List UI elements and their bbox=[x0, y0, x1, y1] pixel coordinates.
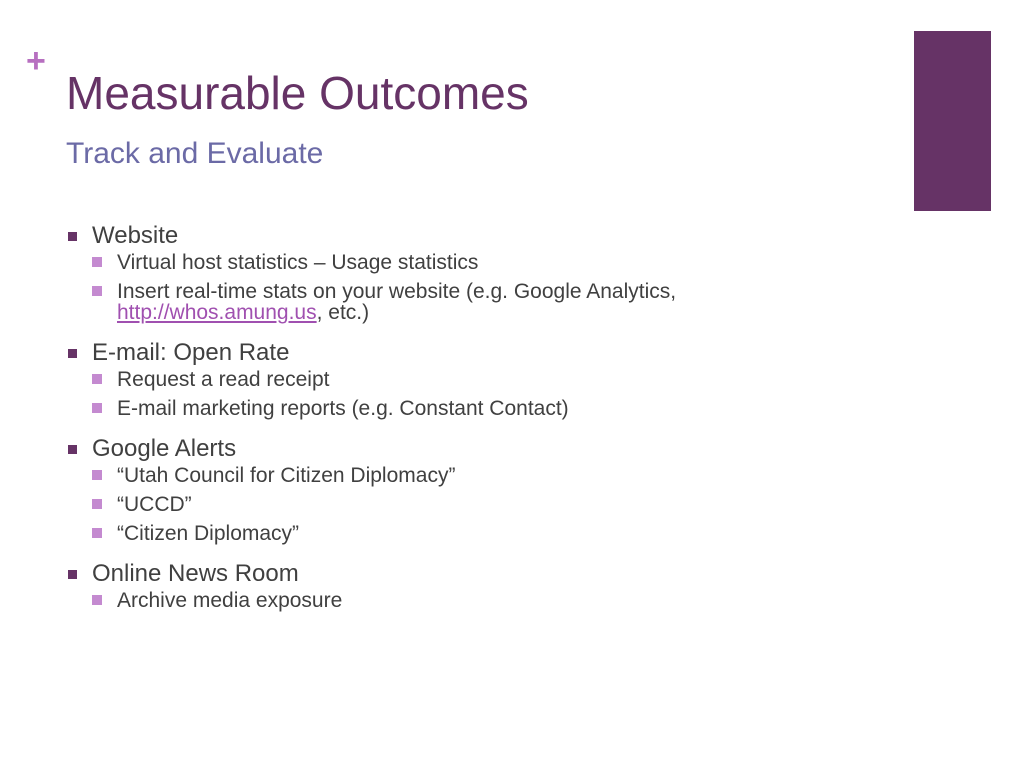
section-email bbox=[66, 337, 886, 419]
section-google-alerts bbox=[66, 433, 886, 544]
square-bullet-icon bbox=[92, 470, 102, 480]
slide-subtitle: Track and Evaluate bbox=[66, 137, 324, 170]
square-bullet-icon bbox=[68, 349, 77, 358]
square-bullet-icon bbox=[92, 257, 102, 267]
plus-icon: + bbox=[26, 42, 46, 80]
list-item-text-line1: Insert real-time stats on your website (e.g. Google Analytics, bbox=[117, 280, 677, 303]
list-item bbox=[92, 590, 886, 611]
list-item bbox=[92, 281, 886, 323]
square-bullet-icon bbox=[68, 445, 77, 454]
square-bullet-icon bbox=[92, 595, 102, 605]
section-heading: Online News Room bbox=[92, 560, 299, 587]
square-bullet-icon bbox=[92, 499, 102, 509]
list-item bbox=[92, 494, 886, 515]
list-item bbox=[66, 558, 886, 590]
list-item-text: “Utah Council for Citizen Diplomacy” bbox=[117, 464, 456, 487]
list-item-text: Archive media exposure bbox=[117, 589, 343, 612]
list-item-text: Request a read receipt bbox=[117, 368, 330, 391]
list-item-text bbox=[117, 281, 676, 323]
list-item-text: E-mail marketing reports (e.g. Constant Contact) bbox=[117, 397, 569, 420]
list-item bbox=[66, 337, 886, 369]
slide-title: Measurable Outcomes bbox=[66, 67, 529, 119]
square-bullet-icon bbox=[92, 374, 102, 384]
section-heading: E-mail: Open Rate bbox=[92, 339, 290, 366]
list-item-text: “UCCD” bbox=[117, 493, 192, 516]
square-bullet-icon bbox=[92, 528, 102, 538]
square-bullet-icon bbox=[68, 232, 77, 241]
analytics-link[interactable]: http://whos.amung.us bbox=[117, 301, 317, 324]
section-website bbox=[66, 220, 886, 323]
section-heading: Google Alerts bbox=[92, 435, 237, 462]
list-item bbox=[66, 220, 886, 252]
list-item bbox=[92, 252, 886, 273]
square-bullet-icon bbox=[92, 286, 102, 296]
list-item bbox=[66, 433, 886, 465]
list-item bbox=[92, 523, 886, 544]
list-item-text-suffix: , etc.) bbox=[316, 301, 370, 324]
list-item-text: “Citizen Diplomacy” bbox=[117, 522, 300, 545]
list-item bbox=[92, 398, 886, 419]
square-bullet-icon bbox=[68, 570, 77, 579]
list-item bbox=[92, 465, 886, 486]
bullet-list bbox=[66, 220, 886, 625]
square-bullet-icon bbox=[92, 403, 102, 413]
list-item bbox=[92, 369, 886, 390]
accent-bar bbox=[914, 31, 991, 211]
section-heading: Website bbox=[92, 222, 179, 249]
list-item-text: Virtual host statistics – Usage statistics bbox=[117, 251, 479, 274]
section-news-room bbox=[66, 558, 886, 611]
